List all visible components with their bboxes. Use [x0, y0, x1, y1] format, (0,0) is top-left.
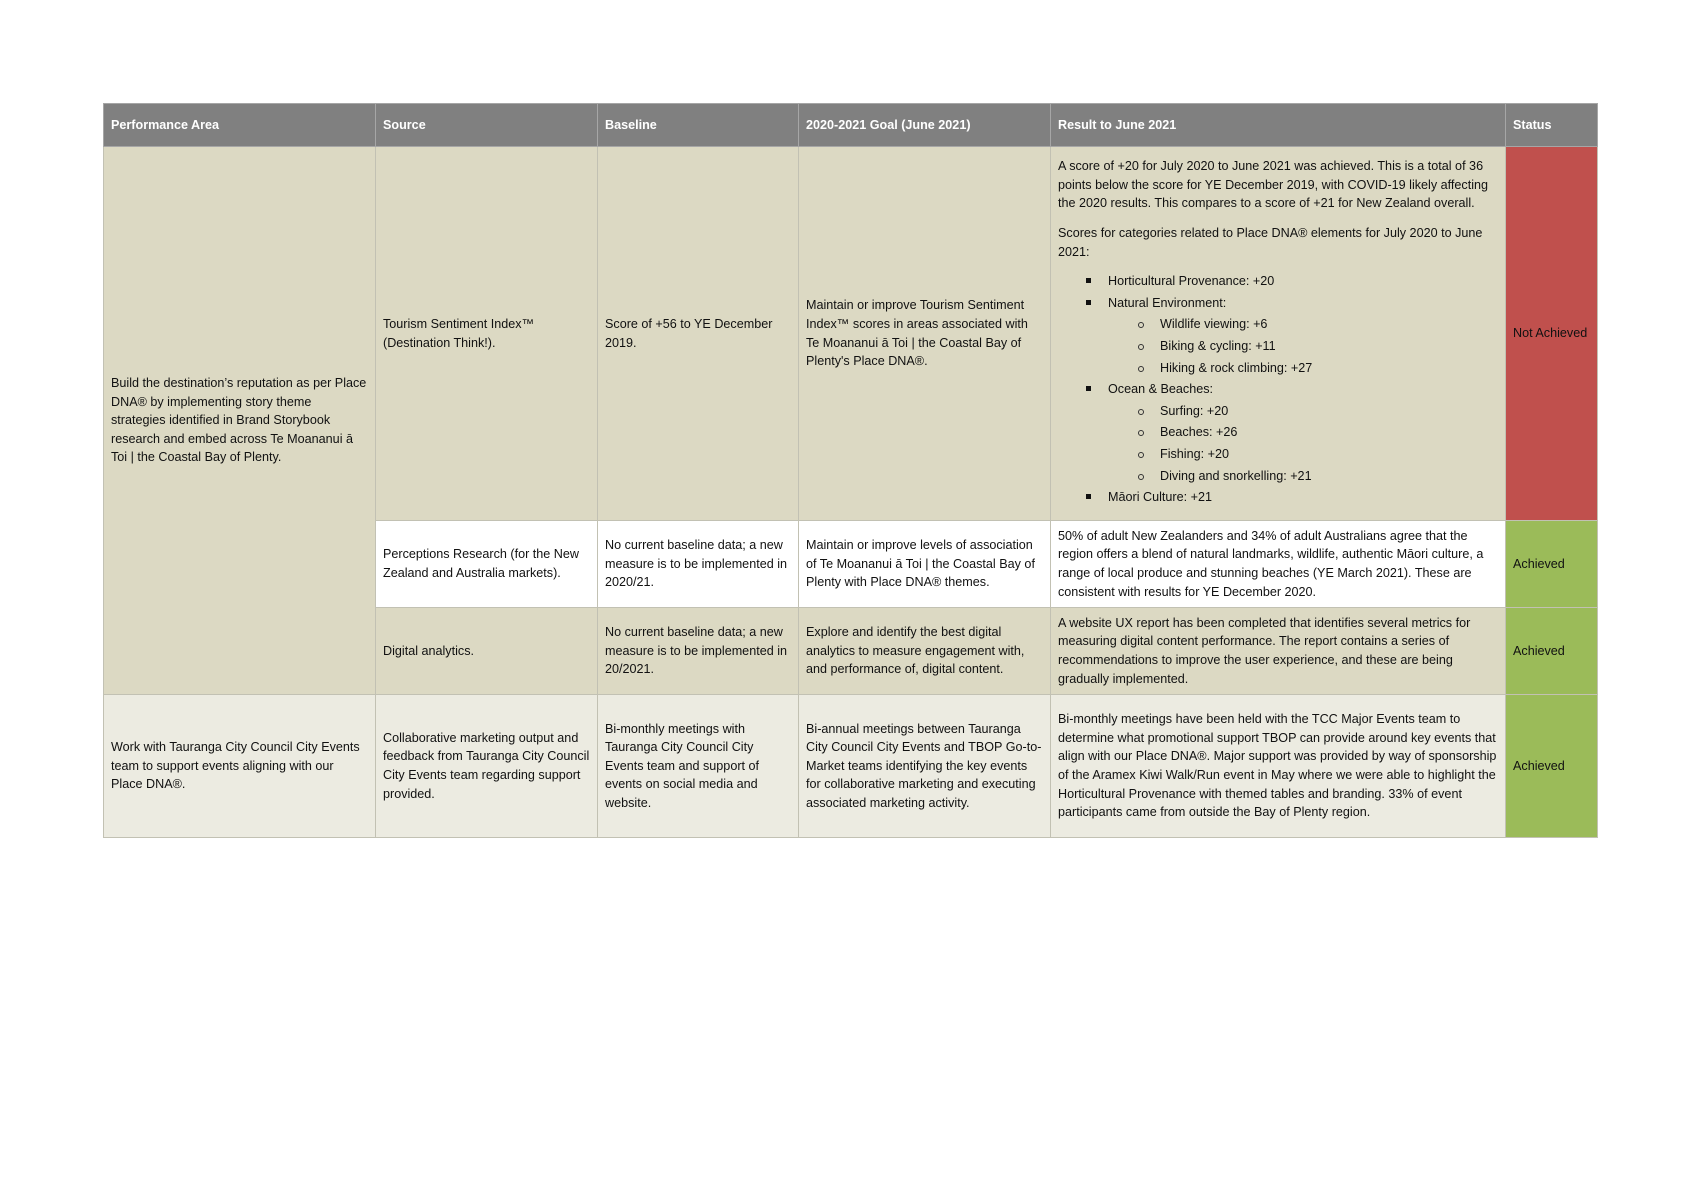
header-result: Result to June 2021	[1051, 104, 1506, 147]
sub-list-item	[1138, 359, 1498, 378]
result-cell: 50% of adult New Zealanders and 34% of adult Australians agree that the region offers a blend of natural landmarks, wildlife, authentic Māori culture, a range of local produce and stunning beaches (YE March 2021). These are consistent with results for YE December 2020.	[1051, 521, 1506, 608]
sub-list-item-text: Surfing: +20	[1160, 403, 1229, 418]
performance-area-cell: Work with Tauranga City Council City Events team to support events aligning with our Place DNA®.	[104, 695, 376, 838]
list-item-text: Horticultural Provenance: +20	[1108, 274, 1275, 289]
circle-bullet-icon	[1138, 452, 1144, 458]
header-row	[104, 104, 1598, 147]
baseline-cell: No current baseline data; a new measure is to be implemented in 2020/21.	[598, 521, 799, 608]
sub-list-item	[1138, 423, 1498, 442]
result-cell: A website UX report has been completed that identifies several metrics for measuring digital content performance. The report contains a series of recommendations to improve the user experience, and these are being gradually implemented.	[1051, 608, 1506, 695]
header-status: Status	[1506, 104, 1598, 147]
square-bullet-icon	[1086, 494, 1091, 499]
list-item	[1086, 380, 1498, 485]
result-paragraph: Scores for categories related to Place DNA® elements for July 2020 to June 2021:	[1058, 226, 1483, 259]
performance-area-cell: Build the destination’s reputation as per Place DNA® by implementing story theme strategies identified in Brand Storybook research and embed across Te Moananui ā Toi | the Coastal Bay of Plenty.	[104, 147, 376, 695]
list-item-text: Natural Environment:	[1108, 295, 1227, 310]
circle-bullet-icon	[1138, 430, 1144, 436]
circle-bullet-icon	[1138, 344, 1144, 350]
baseline-cell: Bi-monthly meetings with Tauranga City Council City Events team and support of events on social media and website.	[598, 695, 799, 838]
square-bullet-icon	[1086, 386, 1091, 391]
sub-list-item	[1138, 467, 1498, 486]
square-bullet-icon	[1086, 300, 1091, 305]
goal-cell: Maintain or improve levels of association of Te Moananui ā Toi | the Coastal Bay of Plenty with Place DNA® themes.	[799, 521, 1051, 608]
circle-bullet-icon	[1138, 409, 1144, 415]
status-cell: Achieved	[1506, 521, 1598, 608]
header-baseline: Baseline	[598, 104, 799, 147]
sub-list-item	[1138, 337, 1498, 356]
status-cell: Achieved	[1506, 608, 1598, 695]
list-item	[1086, 272, 1498, 291]
source-cell: Digital analytics.	[376, 608, 598, 695]
result-cell: Bi-monthly meetings have been held with the TCC Major Events team to determine what promotional support TBOP can provide around key events that align with our Place DNA®. Major support was provided by way of sponsorship of the Aramex Kiwi Walk/Run event in May where we were able to highlight the Horticultural Provenance with themed tables and branding. 33% of event participants came from outside the Bay of Plenty region.	[1051, 695, 1506, 838]
sub-list	[1108, 402, 1498, 485]
source-cell: Collaborative marketing output and feedback from Tauranga City Council City Events team regarding support provided.	[376, 695, 598, 838]
source-cell: Tourism Sentiment Index™ (Destination Think!).	[376, 147, 598, 521]
list-item-text: Ocean & Beaches:	[1108, 382, 1214, 397]
circle-bullet-icon	[1138, 322, 1144, 328]
sub-list-item	[1138, 402, 1498, 421]
status-cell: Not Achieved	[1506, 147, 1598, 521]
square-bullet-icon	[1086, 278, 1091, 283]
sub-list-item-text: Hiking & rock climbing: +27	[1160, 360, 1313, 375]
circle-bullet-icon	[1138, 366, 1144, 372]
baseline-cell: No current baseline data; a new measure is to be implemented in 20/2021.	[598, 608, 799, 695]
sub-list-item-text: Diving and snorkelling: +21	[1160, 468, 1312, 483]
goal-cell: Maintain or improve Tourism Sentiment Index™ scores in areas associated with Te Moananui ā Toi | the Coastal Bay of Plenty's Place DNA®.	[799, 147, 1051, 521]
performance-table	[103, 103, 1598, 838]
result-cell	[1051, 147, 1506, 521]
sub-list	[1108, 315, 1498, 377]
baseline-cell: Score of +56 to YE December 2019.	[598, 147, 799, 521]
source-cell: Perceptions Research (for the New Zealand and Australia markets).	[376, 521, 598, 608]
circle-bullet-icon	[1138, 474, 1144, 480]
sub-list-item-text: Fishing: +20	[1160, 446, 1229, 461]
sub-list-item-text: Biking & cycling: +11	[1160, 339, 1276, 353]
list-item	[1086, 294, 1498, 377]
table-row	[104, 695, 1598, 838]
goal-cell: Bi-annual meetings between Tauranga City Council City Events and TBOP Go-to-Market teams identifying the key events for collaborative marketing and executing associated marketing activity.	[799, 695, 1051, 838]
category-scores-list	[1058, 272, 1498, 507]
sub-list-item-text: Beaches: +26	[1160, 425, 1238, 440]
result-paragraph: A score of +20 for July 2020 to June 2021 was achieved. This is a total of 36 points below the score for YE December 2019, with COVID-19 likely affecting the 2020 results. This compares to a score of +21 for New Zealand overall.	[1058, 159, 1489, 211]
sub-list-item-text: Wildlife viewing: +6	[1160, 317, 1268, 332]
header-goal: 2020-2021 Goal (June 2021)	[799, 104, 1051, 147]
goal-cell: Explore and identify the best digital analytics to measure engagement with, and performance of, digital content.	[799, 608, 1051, 695]
sub-list-item	[1138, 445, 1498, 464]
header-performance-area: Performance Area	[104, 104, 376, 147]
sub-list-item	[1138, 315, 1498, 334]
list-item	[1086, 488, 1498, 507]
table-row	[104, 147, 1598, 521]
list-item-text: Māori Culture: +21	[1108, 490, 1212, 505]
header-source: Source	[376, 104, 598, 147]
status-cell: Achieved	[1506, 695, 1598, 838]
